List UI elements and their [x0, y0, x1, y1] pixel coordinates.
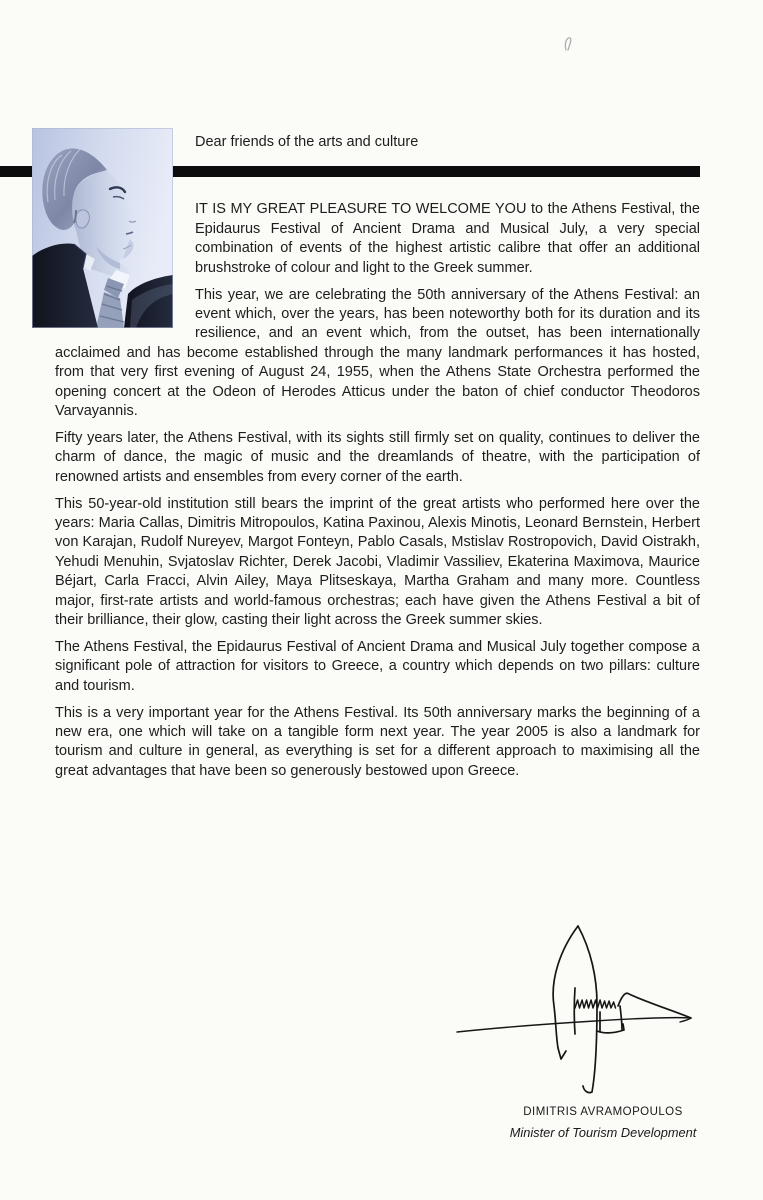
- minister-photo: [32, 128, 173, 328]
- paragraph-tourism: The Athens Festival, the Epidaurus Festival of Ancient Drama and Musical July together compose a significant pole of attraction for visitors to Greece, a country which depends on two pillars: culture and tourism.: [55, 638, 700, 694]
- paragraph-fifty-years: Fifty years later, the Athens Festival, with its sights still firmly set on quality, continues to deliver the charm of dance, the magic of music and the dreamlands of theatre, with the participation of renowned artists and ensembles from every corner of the earth.: [55, 429, 700, 485]
- signatory-name: DIMITRIS AVRAMOPOULOS: [523, 1106, 683, 1119]
- letter-content: [55, 0, 700, 1140]
- signatory-block: [493, 1106, 713, 1140]
- portrait-image: [32, 128, 173, 328]
- signature-graphic: [450, 918, 700, 1098]
- signature-block: [450, 918, 700, 1098]
- paragraph-important-year: This is a very important year for the Athens Festival. Its 50th anniversary marks the beginning of a new era, one which will take on a tangible form next year. The year 2005 is also a landmark for tourism and culture in general, as everything is set for a different approach to maximising all the great advantages that have been so generously bestowed upon Greece.: [55, 704, 700, 779]
- paragraph-anniversary: This year, we are celebrating the 50th anniversary of the Athens Festival: an event which, over the years, has been noteworthy both for its duration and its resilience, and an event which, from the outset, has been internationally acclaimed and has become established through the many landmark performances it has hosted, from that very first evening of August 24, 1955, when the Athens State Orchestra performed the opening concert at the Odeon of Herodes Atticus under the baton of chief conductor Theodoros Varvayannis.: [55, 286, 700, 419]
- paragraph-artists: This 50-year-old institution still bears the imprint of the great artists who performed here over the years: Maria Callas, Dimitris Mitropoulos, Katina Paxinou, Alexis Minotis, Leonard Bernstein, Herbert von Karajan, Rudolf Nureyev, Margot Fonteyn, Pablo Casals, Mstislav Rostropovich, David Oistrakh, Yehudi Menuhin, Svjatoslav Richter, Derek Jacobi, Vladimir Vassiliev, Ekaterina Maximova, Maurice Béjart, Carla Fracci, Alvin Ailey, Maya Plitseskaya, Martha Graham and many more. Countless major, first-rate artists and world-famous orchestras; each have given the Athens Festival a bit of their brilliance, their glow, casting their light across the Greek summer skies.: [55, 495, 700, 629]
- signatory-title: Minister of Tourism Development: [509, 1125, 697, 1141]
- salutation: Dear friends of the arts and culture: [195, 134, 419, 150]
- paragraph-welcome: IT IS MY GREAT PLEASURE TO WELCOME YOU to the Athens Festival, the Epidaurus Festival of Ancient Drama and Musical July, a very special combination of events of the highest artistic calibre that offer an additional brushstroke of colour and light to the Greek summer.: [195, 201, 700, 276]
